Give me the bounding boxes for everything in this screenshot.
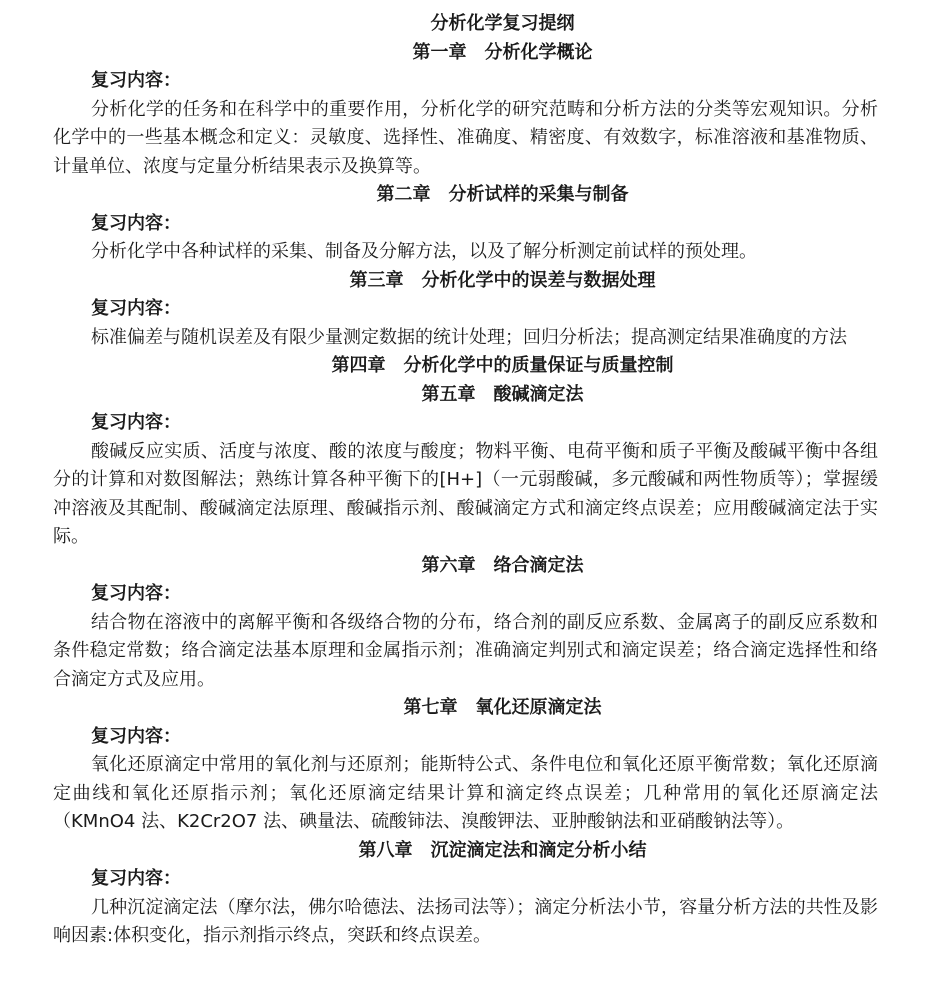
chapter-3-review-label: 复习内容： — [91, 298, 181, 319]
chapter-3-content: 标准偏差与随机误差及有限少量测定数据的统计处理；回归分析法；提高测定结果准确度的方法 — [91, 326, 847, 348]
document-title: 分析化学复习提纲 — [430, 13, 575, 34]
chapter-8-review-label: 复习内容： — [91, 868, 181, 889]
chapter-1-content: 分析化学的任务和在科学中的重要作用，分析化学的研究范畴和分析方法的分类等宏观知识。分析化学中的一些基本概念和定义：灵敏度、选择性、准确度、精密度、有效数字，标准溶液和基准物质、计量单位、浓度与定量分析结果表示及换算等。 — [53, 98, 878, 177]
chapter-1-heading: 第一章 分析化学概论 — [412, 41, 593, 63]
chapter-8-content: 几种沉淀滴定法（摩尔法，佛尔哈德法、法扬司法等）；滴定分析法小节，容量分析方法的共性及影响因素:体积变化，指示剂指示终点，突跃和终点误差。 — [53, 896, 878, 946]
chapter-7-heading: 第七章 氧化还原滴定法 — [403, 697, 602, 718]
chapter-2-review-label: 复习内容： — [91, 212, 181, 234]
chapter-5-review-label: 复习内容： — [91, 412, 181, 433]
chapter-6-heading: 第六章 络合滴定法 — [421, 554, 584, 576]
chapter-3-heading: 第三章 分析化学中的误差与数据处理 — [349, 269, 656, 291]
chapter-7-content: 氧化还原滴定中常用的氧化剂与还原剂；能斯特公式、条件电位和氧化还原平衡常数；氧化还原滴定曲线和氧化还原指示剂；氧化还原滴定结果计算和滴定终点误差；几种常用的氧化还原滴定法（KMnO4 法、K2Cr2O7 法、碘量法、硫酸铈法、溴酸钾法、亚肿酸钠法和亚硝酸钠法等）。 — [53, 754, 878, 832]
chapter-6-review-label: 复习内容： — [91, 583, 181, 604]
chapter-2-content: 分析化学中各种试样的采集、制备及分解方法，以及了解分析测定前试样的预处理。 — [91, 241, 757, 262]
chapter-4-heading: 第四章 分析化学中的质量保证与质量控制 — [331, 355, 674, 376]
chapter-1-review-label: 复习内容： — [91, 70, 181, 91]
chapter-7-review-label: 复习内容： — [91, 725, 181, 747]
chapter-2-heading: 第二章 分析试样的采集与制备 — [376, 184, 629, 205]
chapter-6-content: 结合物在溶液中的离解平衡和各级络合物的分布，络合剂的副反应系数、金属离子的副反应系数和条件稳定常数；络合滴定法基本原理和金属指示剂；准确滴定判别式和滴定误差；络合滴定选择性和络合滴定方式及应用。 — [53, 611, 878, 690]
chapter-5-content: 酸碱反应实质、活度与浓度、酸的浓度与酸度；物料平衡、电荷平衡和质子平衡及酸碱平衡中各组分的计算和对数图解法；熟练计算各种平衡下的[H+]（一元弱酸碱，多元酸碱和两性物质等）；掌握缓冲溶液及其配制、酸碱滴定法原理、酸碱指示剂、酸碱滴定方式和滴定终点误差；应用酸碱滴定法于实际。 — [53, 440, 878, 547]
chapter-8-heading: 第八章 沉淀滴定法和滴定分析小结 — [358, 839, 647, 861]
chapter-5-heading: 第五章 酸碱滴定法 — [421, 383, 584, 405]
